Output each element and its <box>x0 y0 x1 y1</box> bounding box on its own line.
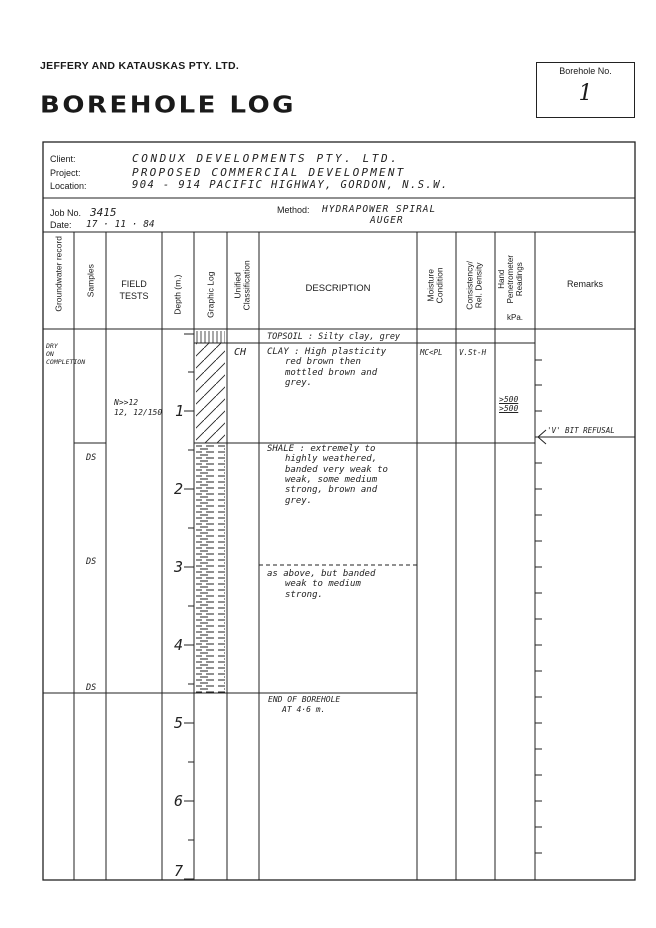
client-label: Client: <box>50 154 76 164</box>
sample-ds-2: DS <box>86 557 97 567</box>
col-consistency: Consistency/ Rel. Density <box>464 261 484 310</box>
clay-graphic <box>196 343 225 443</box>
job-value: 3415 <box>90 206 117 219</box>
description-topsoil: TOPSOIL : Silty clay, grey <box>267 332 401 342</box>
project-label: Project: <box>50 168 81 178</box>
date-label: Date: <box>50 220 72 230</box>
borehole-number-label: Borehole No. <box>559 66 612 76</box>
description-shale: SHALE : extremely to highly weathered, banded very weak to weak, some medium strong, brown and grey. <box>267 444 388 506</box>
job-label: Job No. <box>50 208 82 218</box>
col-groundwater: Groundwater record <box>53 236 64 312</box>
col-remarks: Remarks <box>566 279 603 289</box>
depth-label-2: 2 <box>174 480 184 498</box>
project-value: PROPOSED COMMERCIAL DEVELOPMENT <box>132 166 406 179</box>
location-value: 904 - 914 PACIFIC HIGHWAY, GORDON, N.S.W. <box>132 179 449 191</box>
depth-label-7: 7 <box>174 862 184 880</box>
col-hand-unit: kPa. <box>506 313 523 322</box>
col-graphic-log: Graphic Log <box>205 271 216 318</box>
col-depth: Depth (m.) <box>172 274 183 315</box>
description-as-above: as above, but banded weak to medium strong. <box>267 569 376 600</box>
sample-ds-1: DS <box>86 453 97 463</box>
date-value: 17 · 11 · 84 <box>86 219 155 230</box>
sample-ds-3: DS <box>86 683 97 693</box>
depth-label-3: 3 <box>174 558 184 576</box>
col-hand-penetrometer: Hand Penetrometer Readings <box>496 254 524 304</box>
moisture-value: MC<PL <box>420 348 443 357</box>
col-moisture-condition: Moisture Condition <box>425 267 445 304</box>
method-label: Method: <box>277 205 310 215</box>
location-label: Location: <box>50 181 87 191</box>
topsoil-graphic <box>196 331 225 343</box>
depth-label-6: 6 <box>174 792 184 810</box>
company-name: JEFFERY AND KATAUSKAS PTY. LTD. <box>40 60 240 72</box>
shale-graphic <box>196 443 225 693</box>
col-samples: Samples <box>85 264 96 298</box>
col-unified-classification: Unified Classification <box>232 260 252 311</box>
field-test-spt: N>>12 12, 12/150 <box>114 398 163 417</box>
method-line-2: AUGER <box>370 215 404 226</box>
penetrometer-readings: >500 >500 <box>499 395 519 413</box>
client-value: CONDUX DEVELOPMENTS PTY. LTD. <box>132 152 400 165</box>
borehole-number: 1 <box>578 81 593 106</box>
col-description: DESCRIPTION <box>305 283 371 294</box>
sheet-border <box>43 142 635 880</box>
depth-label-4: 4 <box>174 636 184 654</box>
consistency-value: V.St-H <box>459 348 487 357</box>
unified-class-value: CH <box>234 347 247 358</box>
depth-ticks <box>184 334 194 879</box>
document-title: BOREHOLE LOG <box>40 92 297 119</box>
groundwater-note: DRY ON COMPLETION <box>46 342 86 367</box>
method-line-1: HYDRAPOWER SPIRAL <box>322 204 437 215</box>
description-end: END OF BOREHOLE AT 4·6 m. <box>268 695 341 714</box>
col-field-tests: FIELD TESTS <box>119 279 149 301</box>
remark-bit-refusal: 'V' BIT REFUSAL <box>547 426 615 435</box>
depth-label-5: 5 <box>174 714 184 732</box>
description-clay: CLAY : High plasticity red brown then mottled brown and grey. <box>267 347 387 389</box>
depth-label-1: 1 <box>175 402 185 420</box>
